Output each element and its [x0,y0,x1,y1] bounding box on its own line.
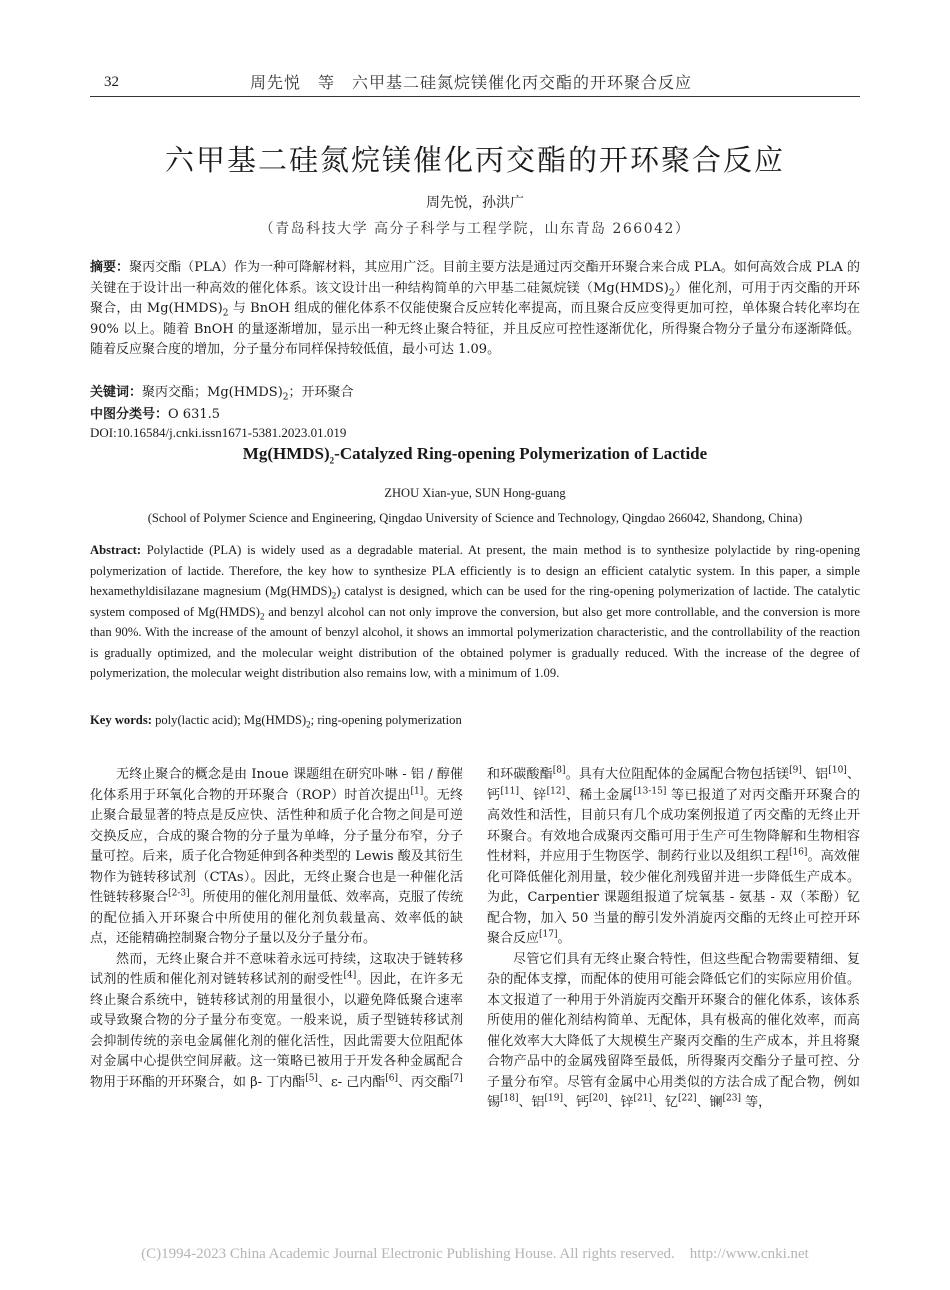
keywords-en-label: Key words: [90,713,152,727]
clc-value: O 631.5 [168,407,221,422]
abstract-cn-label: 摘要： [90,260,130,275]
paragraph: 尽管它们具有无终止聚合特性，但这些配合物需要精细、复杂的配体支撑，而配体的使用可能会降低它们的实际应用价值。本文报道了一种用于外消旋丙交酯开环聚合的催化体系，该体系所使用的催化剂结构简单、无配体，具有极高的催化效率，而高催化效率大大降低了大规模生产聚丙交酯的生产成本，并且将聚合物产品中的金属残留降至最低，所得聚丙交酯分子量可控、分子量分布窄。尽管有金属中心用类似的方法合成了配合物，例如锡[18]、铝[19]、钙[20]、锌[21]、钇[22]、镧[23] 等， [487,951,860,1110]
keywords-cn-label: 关键词： [90,385,143,400]
abstract-en-label: Abstract: [90,543,142,557]
abstract-en: Abstract: Polylactide (PLA) is widely used as a degradable material. At present, the main method is to synthesize polylactide by ring-opening polymerization of lactide. Therefore, the key how to synthesize PLA efficiently is to design an efficient catalytic system. In this paper, a simple hexamethyldisilazane magnesium $(Mg(HMDS)_2)$ catalyst is designed, which can be used for the ring-opening polymerization of lactide. The catalytic system composed of $Mg(HMDS)_2$ and benzyl alcohol can not only improve the conversion, but also get more controllable, and the conversion is more than 90%. With the increase of the amount of benzyl alcohol, it shows an immortal polymerization characteristic, and the controllability of the reaction is gradually optimized, and the molecular weight distribution of the obtained polymer is gradually reduced. With the increase of the degree of polymerization, the molecular weight distribution also remains low, with a minimum of 1.09. [90,543,860,680]
body-column-left [90,765,463,1093]
paragraph: 然而，无终止聚合并不意味着永远可持续，这取决于链转移试剂的性质和催化剂对链转移试剂的耐受性[4]。因此，在许多无终止聚合系统中，链转移试剂的用量很小，以避免降低聚合速率或导致聚合物的分子量分布变宽。一般来说，质子型链转移试剂会抑制传统的亲电金属催化剂的催化活性，因此需要大位阻配体对金属中心提供空间屏蔽。这一策略已被用于开发各种金属配合物用于环酯的开环聚合，如 β- 丁内酯[5]、ε- 己内酯[6]、丙交酯[7] [90,951,463,1090]
keywords-en: Key words: poly(lactic acid); $Mg(HMDS)_2$; ring-opening polymerization [90,713,462,730]
doi: DOI:10.16584/j.cnki.issn1671-5381.2023.01.019 [90,425,347,440]
authors-en: ZHOU Xian-yue, SUN Hong-guang [384,486,566,500]
body-column-right [487,765,860,1114]
affiliation-cn: （青岛科技大学 高分子科学与工程学院，山东青岛 266042） [259,221,691,237]
copyright-footer: (C)1994-2023 China Academic Journal Electronic Publishing House. All rights reserved. http://www.cnki.net [141,1246,809,1262]
header-rule [90,96,860,97]
page-number: 32 [104,74,119,90]
article-title-en: $Mg(HMDS)_2$-Catalyzed Ring-opening Polymerization of Lactide [242,444,708,466]
abstract-cn: 摘要：聚丙交酯（PLA）作为一种可降解材料，其应用广泛。目前主要方法是通过丙交酯开环聚合来合成 PLA。如何高效合成 PLA 的关键在于设计出一种高效的催化体系。该文设计出一种结构简单的六甲基二硅氮烷镁$(Mg(HMDS)_2)$催化剂，可用于丙交酯的开环聚合，由 $Mg(HMDS)_2$ 与 BnOH 组成的催化体系不仅能使聚合反应转化率提高，而且聚合反应变得更加可控，单体聚合转化率均在 90% 以上。随着 BnOH 的量逐渐增加，显示出一种无终止聚合特征，并且反应可控性逐渐优化，所得聚合物分子量分布逐渐降低。随着反应聚合度的增加，分子量分布同样保持较低值，最小可达 1.09。 [90,260,860,357]
affiliation-en: (School of Polymer Science and Engineering, Qingdao University of Science and Technology, Qingdao 266042, Shandong, China) [147,511,803,525]
paragraph: 无终止聚合的概念是由 Inoue 课题组在研究卟啉 - 铝 / 醇催化体系用于环氧化合物的开环聚合（ROP）时首次提出[1]。无终止聚合最显著的特点是反应快、活性种和质子化合物之间是可逆交换反应，合成的聚合物的分子量为单峰，分子量分布窄，分子量可控。后来，质子化合物延伸到各种类型的 Lewis 酸及其衍生物作为链转移试剂（CTAs）。因此，无终止聚合也是一种催化活性链转移聚合[2-3]。所使用的催化剂用量低、效率高，克服了传统的配位插入开环聚合中所使用的催化剂负载量高、效率低的缺点，还能精确控制聚合物分子量以及分子量分布。 [90,767,463,946]
clc-number [90,403,860,422]
authors-cn: 周先悦，孙洪广 [426,195,524,211]
running-title: 周先悦 等 六甲基二硅氮烷镁催化丙交酯的开环聚合反应 [250,73,693,92]
keywords-cn: 关键词：聚丙交酯；$Mg(HMDS)_2$；开环聚合 [90,385,354,403]
clc-label: 中图分类号： [90,407,169,422]
article-title-cn: 六甲基二硅氮烷镁催化丙交酯的开环聚合反应 [164,143,785,177]
paragraph: 和环碳酸酯[8]。具有大位阻配体的金属配合物包括镁[9]、铝[10]、钙[11]、锌[12]、稀土金属[13-15] 等已报道了对丙交酯开环聚合的高效性和活性，目前只有几个成功案例报道了丙交酯的无终止开环聚合。有效地合成聚丙交酯可用于生产可生物降解和生物相容性材料，并应用于生物医学、制药行业以及组织工程[16]。高效催化可降低催化剂用量，较少催化剂残留并进一步降低生产成本。为此，Carpentier 课题组报道了烷氧基 - 氨基 - 双（苯酚）钇配合物，加入 50 当量的醇引发外消旋丙交酯的无终止可控开环聚合反应[17]。 [487,765,860,946]
